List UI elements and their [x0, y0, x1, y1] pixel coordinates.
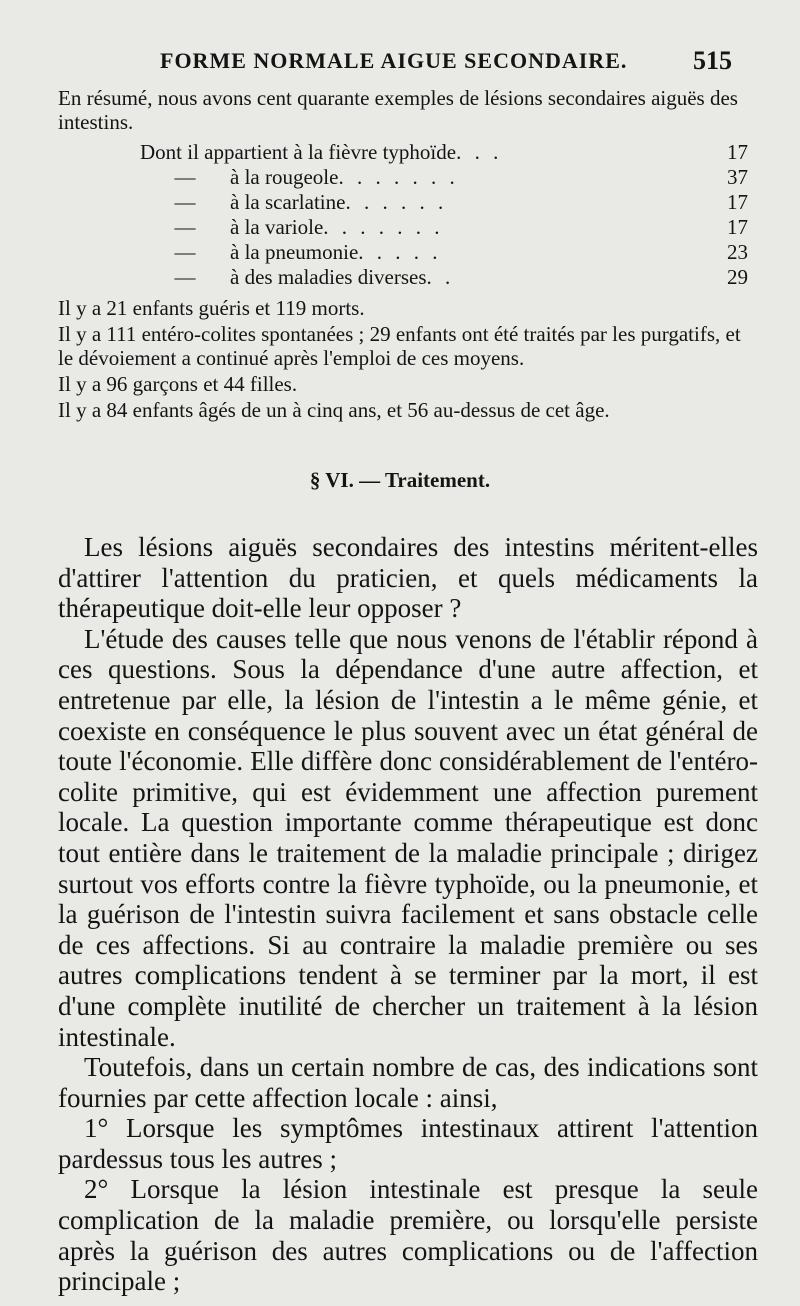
row-dots: . . . . . . — [345, 190, 448, 214]
row-dash: — — [174, 215, 196, 239]
fact-line: Il y a 111 entéro-colites spontanées ; 29 enfants ont été traités par les purgatifs, et le dévoiement a continué après l'emploi de ces moyens. — [58, 322, 741, 370]
row-dash: — — [174, 265, 196, 289]
row-dots: . . . . . . . — [323, 215, 444, 239]
cases-table — [140, 140, 748, 290]
body-text — [58, 532, 758, 1297]
table-row — [140, 215, 748, 240]
row-dash: — — [174, 240, 196, 264]
row-dots: . . . . . — [358, 240, 442, 264]
paragraph: L'étude des causes telle que nous venons de l'établir répond à ces questions. Sous la dépendance d'une autre affection, et entretenue par elle, la lésion de l'intestin a le même génie, et coexiste en conséquence le plus souvent avec un état général de toute l'économie. Elle diffère donc considérablement de l'entéro-colite primitive, qui est évidemment une affection purement locale. La question importante comme thérapeutique est donc tout entière dans le traitement de la maladie principale ; dirigez surtout vos efforts contre la fièvre typhoïde, ou la pneumonie, et la guérison de l'intestin suivra facilement et sans obstacle celle de ces affections. Si au contraire la maladie première ou ses autres complications tendent à se terminer par la mort, il est d'une complète inutilité de chercher un traitement à la lésion intestinale. — [58, 623, 758, 1052]
summary-block — [58, 86, 748, 424]
paragraph: Toutefois, dans un certain nombre de cas, des indications sont fournies par cette affection locale : ainsi, — [58, 1052, 758, 1113]
row-value: 17 — [727, 190, 748, 214]
row-dash: — — [174, 190, 196, 214]
fact-line: Il y a 96 garçons et 44 filles. — [58, 372, 298, 396]
table-row — [140, 240, 748, 265]
row-label: Dont il appartient à la fièvre typhoïde — [140, 140, 457, 164]
paragraph: Les lésions aiguës secondaires des intestins méritent-elles d'attirer l'attention du praticien, et quels médicaments la thérapeutique doit-elle leur opposer ? — [58, 532, 758, 624]
row-label: à la variole — [230, 215, 324, 239]
row-label: à la pneumonie — [230, 240, 359, 264]
row-label: à des maladies diverses — [230, 265, 427, 289]
table-row — [140, 265, 748, 290]
row-dots: . . . . . . . — [338, 165, 459, 189]
facts-list — [58, 296, 748, 422]
row-label: à la scarlatine — [230, 190, 346, 214]
table-row — [140, 190, 748, 215]
section-heading: § VI. — Traitement. — [309, 468, 491, 492]
row-value: 37 — [727, 165, 748, 189]
row-value: 17 — [727, 140, 748, 164]
row-label: à la rougeole — [230, 165, 339, 189]
row-value: 17 — [727, 215, 748, 239]
page-header — [0, 48, 800, 82]
fact-line: Il y a 21 enfants guéris et 119 morts. — [58, 296, 365, 320]
fact-line: Il y a 84 enfants âgés de un à cinq ans, et 56 au-dessus de cet âge. — [58, 398, 610, 422]
table-row — [140, 140, 748, 165]
row-dash: — — [174, 165, 196, 189]
page-number: 515 — [693, 46, 732, 75]
row-dots: . . — [426, 265, 455, 289]
row-dots: . . . — [456, 140, 503, 164]
paragraph: 1° Lorsque les symptômes intestinaux attirent l'attention pardessus tous les autres ; — [58, 1113, 758, 1174]
running-title: FORME NORMALE AIGUE SECONDAIRE. — [160, 48, 628, 73]
paragraph: 2° Lorsque la lésion intestinale est presque la seule complication de la maladie première, ou lorsqu'elle persiste après la guérison des autres complications ou de l'affection principale ; — [58, 1174, 758, 1297]
summary-intro: En résumé, nous avons cent quarante exemples de lésions secondaires aiguës des intestins. — [58, 86, 738, 134]
row-value: 23 — [727, 240, 748, 264]
row-value: 29 — [727, 265, 748, 289]
table-row — [140, 165, 748, 190]
